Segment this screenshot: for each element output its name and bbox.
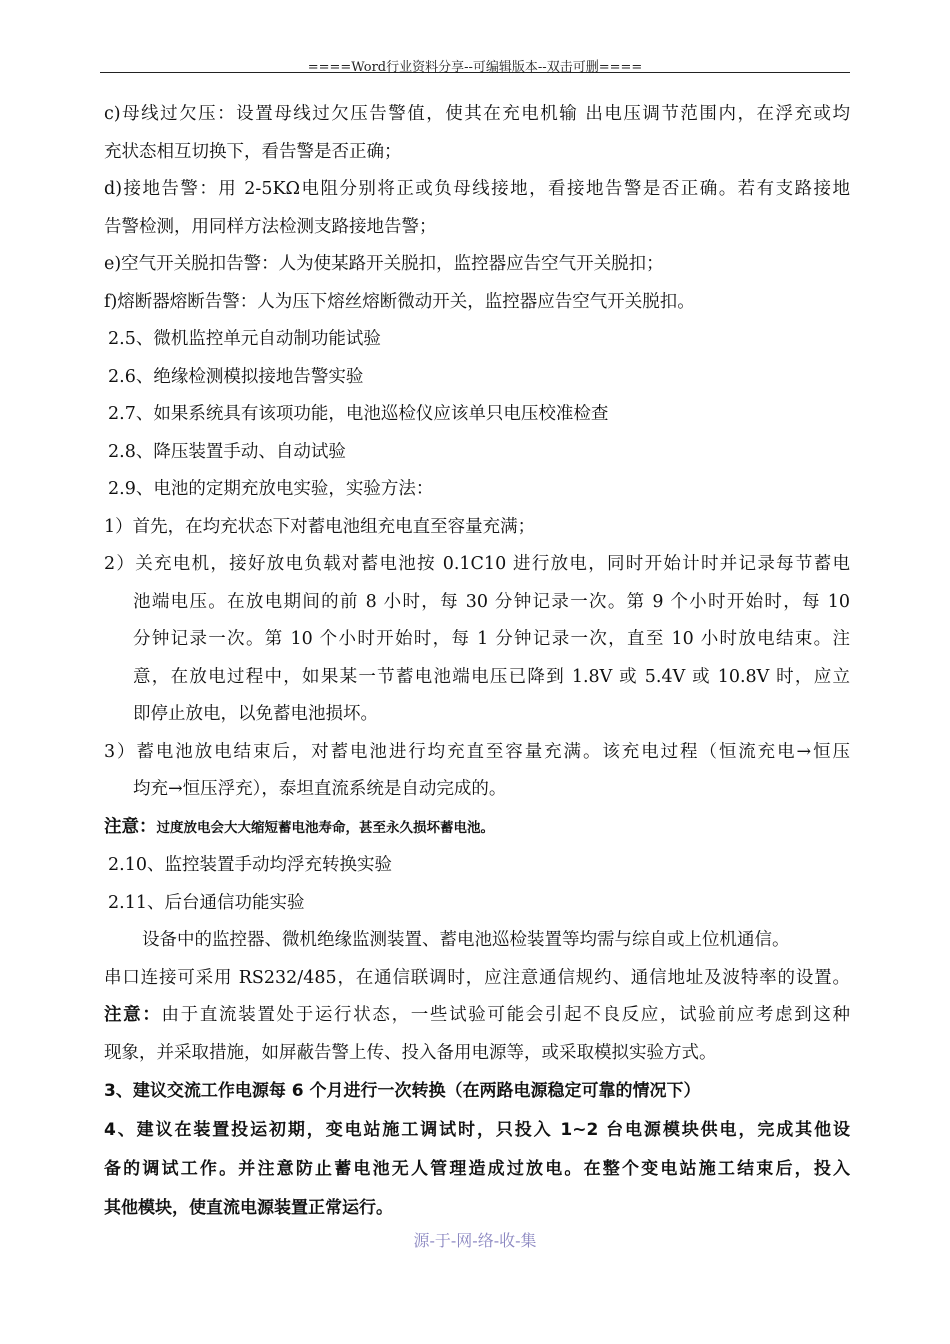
list-item: 3）蓄电池放电结束后，对蓄电池进行均充直至容量充满。该充电过程（恒流充电→恒压 — [104, 741, 850, 762]
document-body — [104, 96, 850, 1228]
bold-item: 4、建议在装置投运初期，变电站施工调试时，只投入 1~2 台电源模块供电，完成其他设 — [104, 1120, 850, 1140]
paragraph-line: f)熔断器熔断告警：人为压下熔丝熔断微动开关，监控器应告空气开关脱扣。 — [104, 291, 695, 312]
section-heading: 2.5、微机监控单元自动制功能试验 — [108, 329, 381, 349]
note-text: 由于直流装置处于运行状态，一些试验可能会引起不良反应，试验前应考虑到这种 — [161, 1005, 850, 1025]
page-header: ====Word行业资料分享--可编辑版本--双击可删==== — [307, 60, 643, 75]
warning-note — [104, 997, 850, 1035]
bold-item: 其他模块，使直流电源装置正常运行。 — [104, 1198, 393, 1218]
note-label: 注意： — [104, 1005, 162, 1025]
paragraph-line: 充状态相互切换下，看告警是否正确； — [104, 141, 402, 162]
bold-item: 3、建议交流工作电源每 6 个月进行一次转换（在两路电源稳定可靠的情况下） — [104, 1081, 701, 1101]
paragraph-line: c)母线过欠压：设置母线过欠压告警值，使其在充电机输 出电压调节范围内，在浮充或均 — [104, 104, 850, 124]
section-heading: 2.10、监控装置手动均浮充转换实验 — [108, 855, 392, 875]
paragraph-line: 设备中的监控器、微机绝缘监测装置、蓄电池巡检装置等均需与综自或上位机通信。 — [142, 930, 790, 950]
page-footer: 源-于-网-络-收-集 — [413, 1231, 537, 1250]
list-item-continuation: 池端电压。在放电期间的前 8 小时，每 30 分钟记录一次。第 9 个小时开始时，每 10 — [133, 591, 850, 612]
paragraph-line: d)接地告警：用 2-5KΩ电阻分别将正或负母线接地，看接地告警是否正确。若有支路接地 — [104, 179, 850, 199]
section-heading: 2.8、降压装置手动、自动试验 — [108, 441, 346, 462]
list-item-continuation: 均充→恒压浮充），泰坦直流系统是自动完成的。 — [133, 779, 507, 799]
section-heading: 2.6、绝缘检测模拟接地告警实验 — [108, 366, 364, 387]
paragraph-line: 现象，并采取措施，如屏蔽告警上传、投入备用电源等，或采取模拟实验方式。 — [104, 1042, 717, 1063]
warning-note — [104, 809, 850, 848]
list-item-continuation: 意，在放电过程中，如果某一节蓄电池端电压已降到 1.8V 或 5.4V 或 10.8V 时，应立 — [133, 666, 850, 687]
section-heading: 2.11、后台通信功能实验 — [108, 892, 305, 913]
note-text: 过度放电会大大缩短蓄电池寿命，甚至永久损坏蓄电池。 — [156, 819, 494, 836]
paragraph-line: 串口连接可采用 RS232/485，在通信联调时，应注意通信规约、通信地址及波特率的设置。 — [104, 967, 850, 988]
section-heading: 2.9、电池的定期充放电实验，实验方法： — [108, 479, 434, 499]
section-heading: 2.7、如果系统具有该项功能，电池巡检仪应该单只电压校准检查 — [108, 404, 609, 424]
header-rule — [100, 72, 850, 73]
list-item: 1）首先，在均充状态下对蓄电池组充电直至容量充满； — [104, 516, 536, 537]
list-item-continuation: 分钟记录一次。第 10 个小时开始时，每 1 分钟记录一次，直至 10 小时放电结束。注 — [133, 629, 850, 649]
list-item: 2）关充电机，接好放电负载对蓄电池按 0.1C10 进行放电，同时开始计时并记录每节蓄电 — [104, 554, 850, 574]
paragraph-line: 告警检测，用同样方法检测支路接地告警； — [104, 216, 437, 237]
note-label: 注意： — [104, 816, 157, 837]
paragraph-line: e)空气开关脱扣告警：人为使某路开关脱扣，监控器应告空气开关脱扣； — [104, 254, 664, 274]
bold-item: 备的调试工作。并注意防止蓄电池无人管理造成过放电。在整个变电站施工结束后，投入 — [104, 1159, 850, 1179]
list-item-continuation: 即停止放电，以免蓄电池损坏。 — [133, 704, 378, 724]
